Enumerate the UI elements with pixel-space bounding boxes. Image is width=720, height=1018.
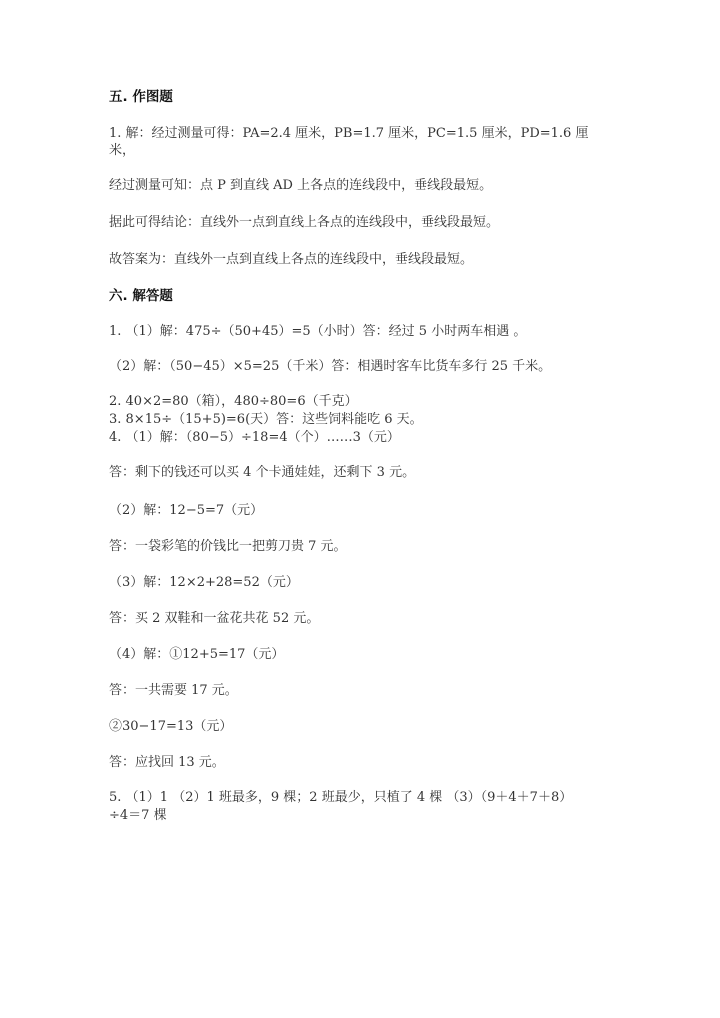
- answer-line: 经过测量可知：点 P 到直线 AD 上各点的连线段中，垂线段最短。: [109, 178, 493, 193]
- answer-line: 据此可得结论：直线外一点到直线上各点的连线段中，垂线段最短。: [109, 215, 500, 230]
- answer-line: （2）解：（50−45）×5=25（千米）答：相遇时客车比货车多行 25 千米。: [109, 359, 552, 374]
- answer-line: （2）解：12−5=7（元）: [109, 503, 264, 518]
- answer-line: 答：买 2 双鞋和一盆花共花 52 元。: [109, 611, 320, 626]
- section-6-heading: 六. 解答题: [109, 288, 173, 304]
- answer-line: 1. 解：经过测量可得：PA=2.4 厘米，PB=1.7 厘米，PC=1.5 厘米，PD=1.6 厘: [109, 126, 589, 141]
- section-5-heading: 五. 作图题: [109, 89, 173, 105]
- answer-line: 1. （1）解：475÷（50+45）=5（小时）答：经过 5 小时两车相遇 。: [109, 324, 527, 339]
- answer-line: 5. （1）1 （2）1 班最多，9 棵；2 班最少，只植了 4 棵 （3）（9＋4＋7＋8）: [109, 790, 573, 805]
- answer-line: 答：剩下的钱还可以买 4 个卡通娃娃，还剩下 3 元。: [109, 465, 416, 480]
- answer-line: 4. （1）解：（80−5）÷18=4（个）……3（元）: [109, 430, 400, 445]
- answer-line: （4）解：①12+5=17（元）: [109, 647, 285, 662]
- answer-line: 故答案为：直线外一点到直线上各点的连线段中，垂线段最短。: [109, 252, 474, 267]
- answer-line: 3. 8×15÷（15+5)=6(天）答：这些饲料能吃 6 天。: [109, 412, 423, 427]
- answer-line: 答：一共需要 17 元。: [109, 683, 238, 698]
- answer-line: 米，: [109, 143, 136, 158]
- answer-line: （3）解：12×2+28=52（元）: [109, 575, 299, 590]
- answer-line: ÷4＝7 棵: [109, 808, 167, 823]
- answer-line: 答：应找回 13 元。: [109, 755, 225, 770]
- answer-line: 2. 40×2=80（箱），480÷80=6（千克）: [109, 394, 358, 409]
- answer-line: 答：一袋彩笔的价钱比一把剪刀贵 7 元。: [109, 539, 347, 554]
- answer-line: ②30−17=13（元）: [109, 719, 233, 734]
